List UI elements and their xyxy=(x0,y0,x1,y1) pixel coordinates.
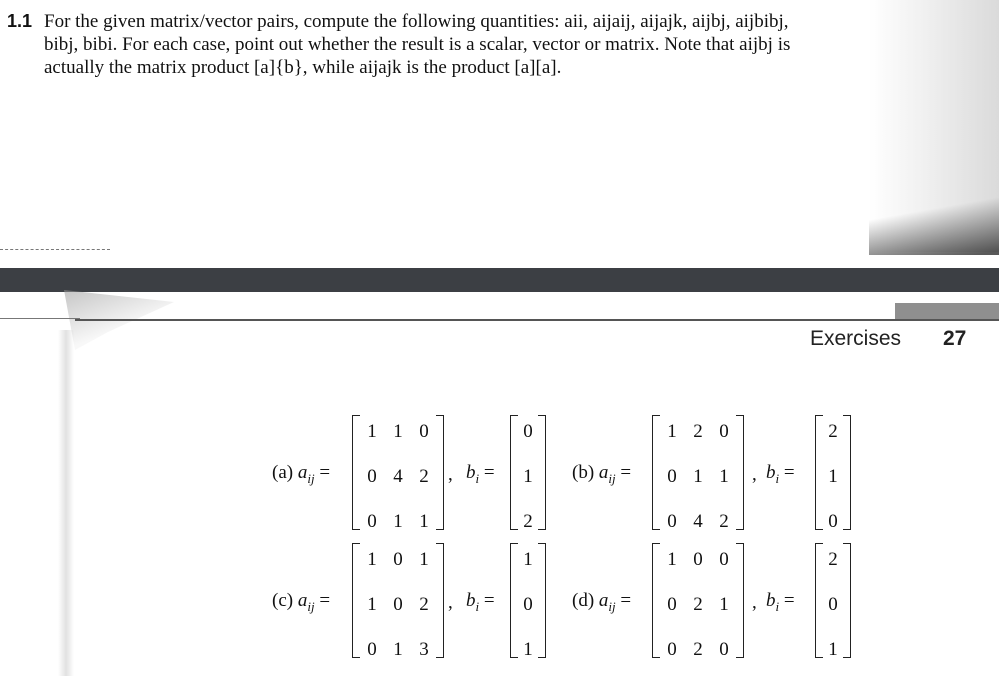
vector-b xyxy=(510,415,546,530)
separator-comma: , xyxy=(448,591,453,613)
equals-sign: = xyxy=(779,461,795,483)
matrix-entry: 0 xyxy=(667,466,677,487)
matrix-entry: 0 xyxy=(693,549,703,570)
matrix-entry: 1 xyxy=(393,639,403,660)
equals-sign: = xyxy=(314,461,331,483)
vector-subscript: i xyxy=(775,598,780,614)
matrix-label xyxy=(572,462,631,487)
separator-comma: , xyxy=(752,591,757,613)
matrix-entry: 1 xyxy=(719,466,729,487)
vector-entry: 2 xyxy=(523,511,533,532)
bracket-right xyxy=(736,543,744,658)
vector-symbol: b xyxy=(766,589,776,611)
problem-line-3: actually the matrix product [a]{b}, while aijajk is the product [a][a]. xyxy=(44,57,562,78)
matrix-a xyxy=(652,543,744,658)
matrix-entry: 2 xyxy=(719,511,729,532)
vector-label xyxy=(766,462,795,487)
matrix-entry: 3 xyxy=(419,639,429,660)
page-divider xyxy=(0,268,999,292)
matrix-entry: 1 xyxy=(693,466,703,487)
matrix-entry: 0 xyxy=(719,549,729,570)
case-letter: (a) xyxy=(272,461,298,483)
section-title: Exercises xyxy=(810,327,902,350)
matrix-entry: 0 xyxy=(367,511,377,532)
equals-sign: = xyxy=(479,589,495,611)
matrix-entry: 0 xyxy=(393,594,403,615)
matrix-a xyxy=(652,415,744,530)
matrix-entry: 1 xyxy=(393,511,403,532)
header-rule-left xyxy=(0,318,80,319)
matrix-entry: 0 xyxy=(719,421,729,442)
matrix-entry: 2 xyxy=(693,421,703,442)
matrix-label xyxy=(272,462,330,487)
equals-sign: = xyxy=(314,589,331,611)
equals-sign: = xyxy=(615,461,632,483)
matrix-subscript: ij xyxy=(608,598,616,614)
vector-entry: 0 xyxy=(828,511,838,532)
vector-entry: 1 xyxy=(523,466,533,487)
matrix-symbol: a xyxy=(598,589,609,611)
equals-sign: = xyxy=(479,461,495,483)
matrix-symbol: a xyxy=(598,461,609,483)
problem-line-1: For the given matrix/vector pairs, compute the following quantities: aii, aijaij, aijajk, aijbj, aijbibj, xyxy=(44,11,789,32)
matrix-entry: 0 xyxy=(667,511,677,532)
vector-entry: 0 xyxy=(523,421,533,442)
matrix-entry: 2 xyxy=(419,594,429,615)
matrix-entry: 2 xyxy=(419,466,429,487)
matrix-label xyxy=(272,590,330,615)
vector-subscript: i xyxy=(775,470,780,486)
header-rule xyxy=(75,319,999,321)
problem-line-2: bibj, bibi. For each case, point out whether the result is a scalar, vector or matrix. Note that aijbj is xyxy=(44,34,791,55)
binding-shadow xyxy=(58,330,74,676)
vector-label xyxy=(766,590,795,615)
vector-b xyxy=(815,543,851,658)
matrix-entry: 4 xyxy=(393,466,403,487)
scan-page-corner xyxy=(869,195,999,255)
vector-entry: 0 xyxy=(828,594,838,615)
matrix-subscript: ij xyxy=(608,470,616,486)
matrix-entry: 0 xyxy=(393,549,403,570)
matrix-entry: 0 xyxy=(419,421,429,442)
matrix-entry: 1 xyxy=(667,549,677,570)
scan-dash-line xyxy=(0,249,110,250)
matrix-subscript: ij xyxy=(307,470,315,486)
equals-sign: = xyxy=(779,589,795,611)
matrix-label xyxy=(572,590,631,615)
vector-subscript: i xyxy=(475,598,480,614)
matrix-entry: 1 xyxy=(719,594,729,615)
matrix-entry: 0 xyxy=(367,639,377,660)
matrix-entry: 1 xyxy=(419,549,429,570)
page-number: 27 xyxy=(943,327,967,350)
bracket-right xyxy=(436,543,444,658)
vector-b xyxy=(815,415,851,530)
vector-entry: 1 xyxy=(523,549,533,570)
case-letter: (c) xyxy=(272,589,298,611)
vector-b xyxy=(510,543,546,658)
matrix-entry: 0 xyxy=(719,639,729,660)
vector-entry: 1 xyxy=(523,639,533,660)
matrix-entry: 2 xyxy=(693,594,703,615)
matrix-entry: 1 xyxy=(393,421,403,442)
matrix-a xyxy=(352,415,444,530)
matrix-entry: 2 xyxy=(693,639,703,660)
vector-entry: 1 xyxy=(828,639,838,660)
matrix-entry: 1 xyxy=(367,594,377,615)
separator-comma: , xyxy=(752,463,757,485)
matrix-entry: 0 xyxy=(367,466,377,487)
vector-subscript: i xyxy=(475,470,480,486)
matrix-entry: 1 xyxy=(367,421,377,442)
matrix-entry: 4 xyxy=(693,511,703,532)
bracket-right xyxy=(736,415,744,530)
matrix-entry: 0 xyxy=(667,639,677,660)
vector-symbol: b xyxy=(766,461,776,483)
matrix-entry: 1 xyxy=(667,421,677,442)
matrix-subscript: ij xyxy=(307,598,315,614)
separator-comma: , xyxy=(448,463,453,485)
header-corner-block xyxy=(895,303,999,319)
vector-entry: 1 xyxy=(828,466,838,487)
matrix-entry: 0 xyxy=(667,594,677,615)
matrix-entry: 1 xyxy=(367,549,377,570)
matrix-symbol: a xyxy=(297,461,308,483)
case-letter: (d) xyxy=(572,589,599,611)
vector-symbol: b xyxy=(466,461,476,483)
matrix-a xyxy=(352,543,444,658)
vector-entry: 2 xyxy=(828,421,838,442)
equals-sign: = xyxy=(615,589,632,611)
vector-symbol: b xyxy=(466,589,476,611)
matrix-entry: 1 xyxy=(419,511,429,532)
bracket-right xyxy=(436,415,444,530)
problem-number: 1.1 xyxy=(7,11,33,31)
vector-label xyxy=(466,590,495,615)
case-letter: (b) xyxy=(572,461,599,483)
matrix-symbol: a xyxy=(297,589,308,611)
vector-entry: 2 xyxy=(828,549,838,570)
vector-entry: 0 xyxy=(523,594,533,615)
vector-label xyxy=(466,462,495,487)
